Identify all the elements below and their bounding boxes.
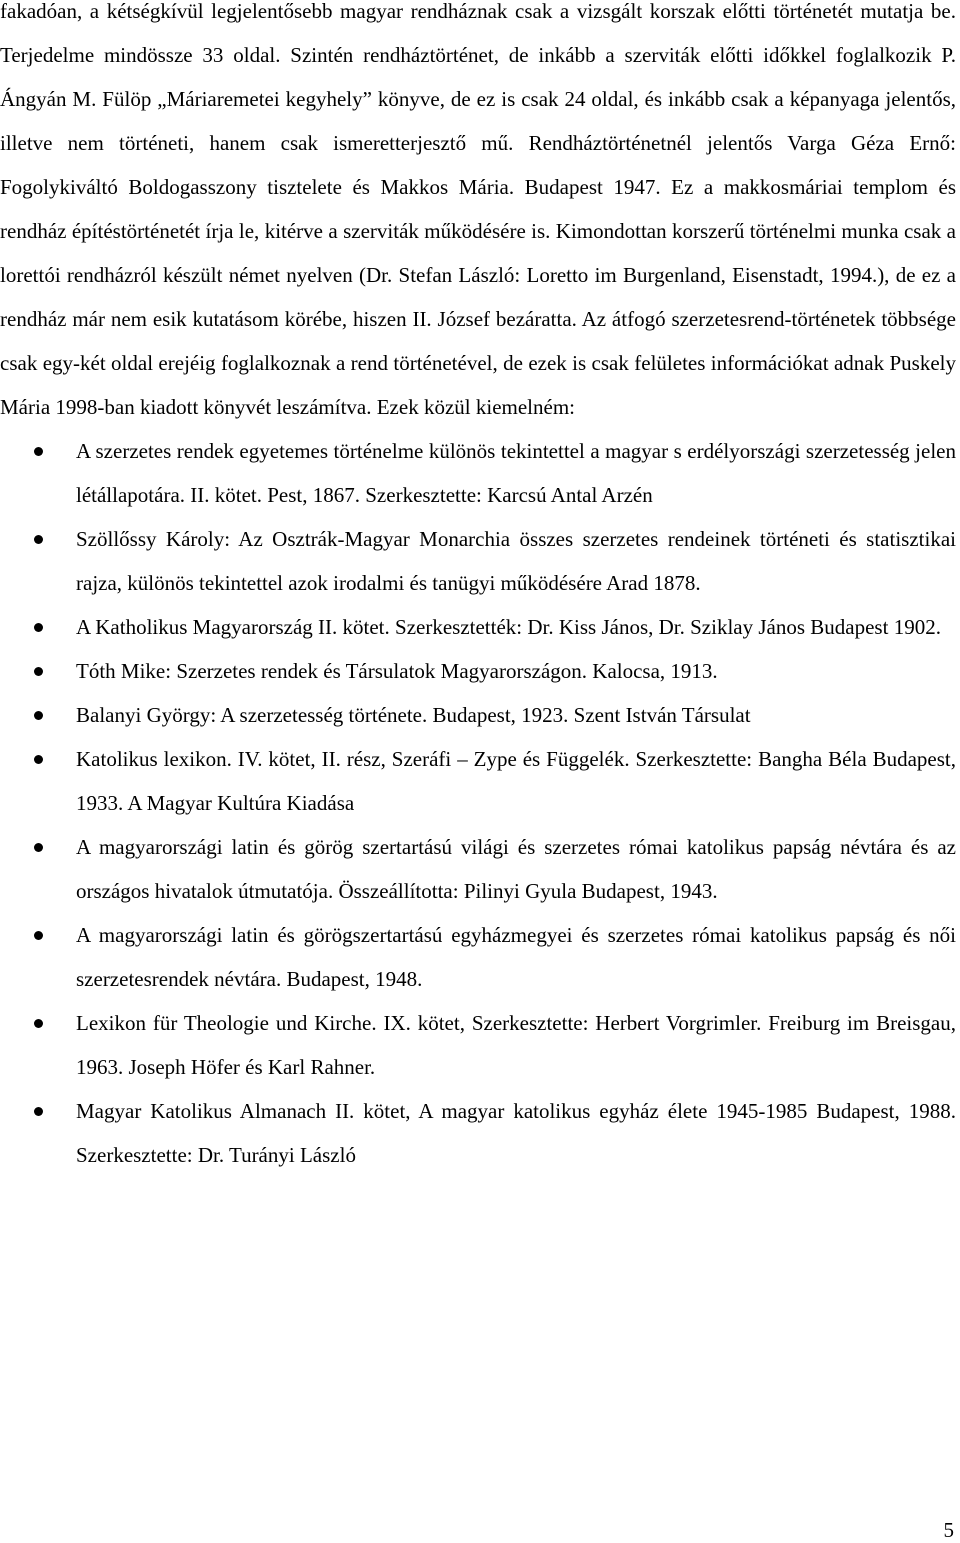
list-item-text: Szöllőssy Károly: Az Osztrák-Magyar Monarchia összes szerzetes rendeinek történeti és statisztikai rajza, különös tekintettel azok irodalmi és tanügyi működésére Arad 1878. [76,527,956,595]
list-item-text: Tóth Mike: Szerzetes rendek és Társulatok Magyarországon. Kalocsa, 1913. [76,659,718,683]
list-item [0,1089,956,1177]
list-item-text: A magyarországi latin és görög szertartású világi és szerzetes római katolikus papság névtára és az országos hivatalok útmutatója. Összeállította: Pilinyi Gyula Budapest, 1943. [76,835,956,903]
bullet-icon [34,843,43,852]
bullet-icon [34,931,43,940]
list-item-text: A Katholikus Magyarország II. kötet. Szerkesztették: Dr. Kiss János, Dr. Sziklay János Budapest 1902. [76,615,941,639]
body-paragraph: fakadóan, a kétségkívül legjelentősebb magyar rendháznak csak a vizsgált korszak előtti történetét mutatja be. Terjedelme mindössze 33 oldal. Szintén rendháztörténet, de inkább a szerviták előtti időkkel foglalkozik P. Ángyán M. Fülöp „Máriaremetei kegyhely” könyve, de ez is csak 24 oldal, és inkább csak a képanyaga jelentős, illetve nem történeti, hanem csak ismeretterjesztő mű. Rendháztörténetnél jelentős Varga Géza Ernő: Fogolykiváltó Boldogasszony tisztelete és Makkos Mária. Budapest 1947. Ez a makkosmáriai templom és rendház építéstörténetét írja le, kitérve a szerviták működésére is. Kimondottan korszerű történelmi munka csak a lorettói rendházról készült német nyelven (Dr. Stefan László: Loretto im Burgenland, Eisenstadt, 1994.), de ez a rendház már nem esik kutatásom körébe, hiszen II. József bezáratta. Az átfogó szerzetesrend-történetek többsége csak egy-két oldal erejéig foglalkoznak a rend történetével, de ezek is csak felületes információkat adnak Puskely Mária 1998-ban kiadott könyvét leszámítva. Ezek közül kiemelném: [0,0,956,419]
list-item [0,825,956,913]
list-item [0,649,956,693]
list-item [0,913,956,1001]
list-item-text: Lexikon für Theologie und Kirche. IX. kötet, Szerkesztette: Herbert Vorgrimler. Freiburg im Breisgau, 1963. Joseph Höfer és Karl Rahner. [76,1011,956,1079]
list-item-text: A szerzetes rendek egyetemes történelme különös tekintettel a magyar s erdélyországi szerzetesség jelen létállapotára. II. kötet. Pest, 1867. Szerkesztette: Karcsú Antal Arzén [76,439,956,507]
list-item-text: A magyarországi latin és görögszertartású egyházmegyei és szerzetes római katolikus papság és női szerzetesrendek névtára. Budapest, 1948. [76,923,956,991]
list-item [0,429,956,517]
bibliography-list [0,429,956,1177]
list-item [0,693,956,737]
list-item-text: Magyar Katolikus Almanach II. kötet, A magyar katolikus egyház élete 1945-1985 Budapest, 1988. Szerkesztette: Dr. Turányi László [76,1099,956,1167]
list-item [0,737,956,825]
list-item [0,1001,956,1089]
bullet-icon [34,1107,43,1116]
bullet-icon [34,755,43,764]
list-item-text: Katolikus lexikon. IV. kötet, II. rész, Szeráfi – Zype és Függelék. Szerkesztette: Bangha Béla Budapest, 1933. A Magyar Kultúra Kiadása [76,747,956,815]
list-item-text: Balanyi György: A szerzetesség története. Budapest, 1923. Szent István Társulat [76,703,751,727]
bullet-icon [34,1019,43,1028]
bullet-icon [34,667,43,676]
bullet-icon [34,623,43,632]
list-item [0,605,956,649]
list-item [0,517,956,605]
bullet-icon [34,535,43,544]
bullet-icon [34,711,43,720]
page-number: 5 [943,1518,954,1542]
bullet-icon [34,447,43,456]
